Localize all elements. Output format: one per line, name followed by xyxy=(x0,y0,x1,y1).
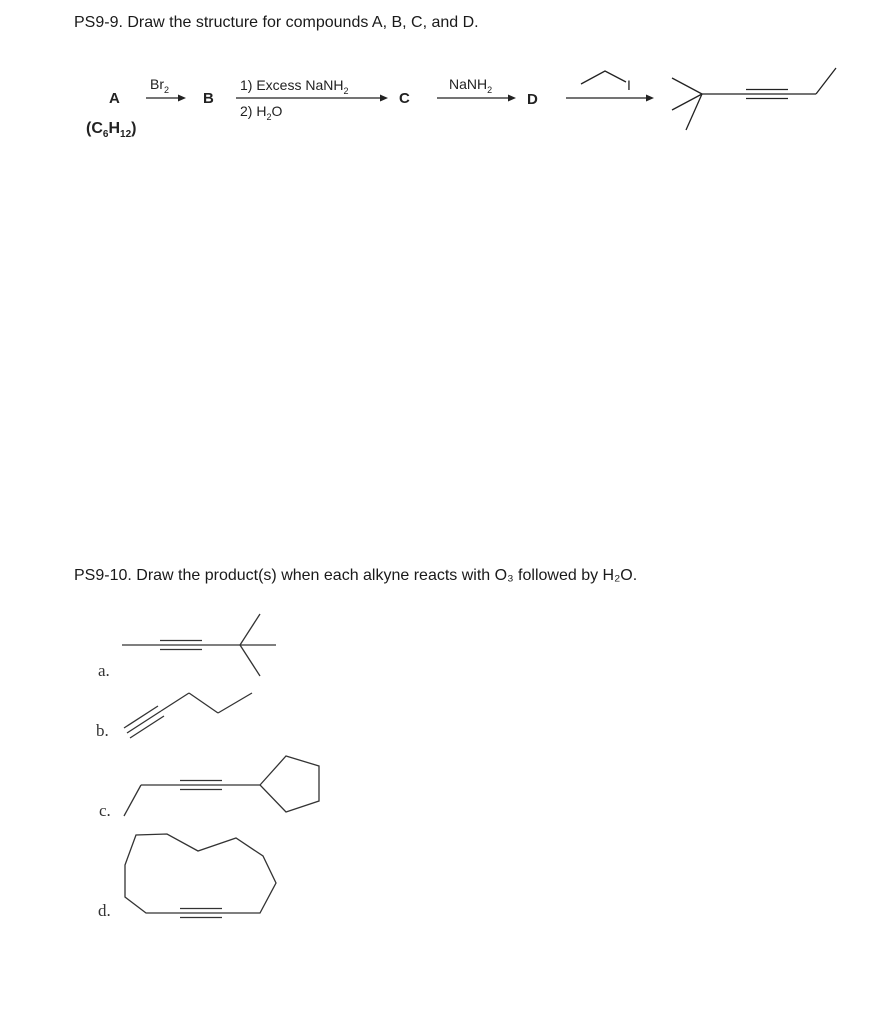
reagent-nanh2: NaNH$_2$ xyxy=(449,76,493,95)
question-ps9-9-title: PS9-9. Draw the structure for compounds A, B, C, and D. xyxy=(74,14,479,31)
alkyne-a-structure xyxy=(122,614,276,676)
compound-a-label: A xyxy=(109,90,120,107)
iodine-atom-label: I xyxy=(627,77,631,93)
reaction-arrow-3 xyxy=(437,95,516,102)
reagent-water: 2) $H_2O$ xyxy=(240,103,283,122)
reaction-arrow-1 xyxy=(146,95,186,102)
alkyne-d-ring-structure xyxy=(125,834,276,918)
alkyne-b-structure xyxy=(124,693,252,738)
final-product-alkyne-structure xyxy=(672,68,836,130)
compound-a-formula: $(C_6H_{12})$ xyxy=(86,120,137,140)
item-label-c: c. xyxy=(99,801,111,820)
item-label-d: d. xyxy=(98,901,111,920)
compound-b-label: B xyxy=(203,90,214,107)
compound-d-label: D xyxy=(527,91,538,108)
reaction-arrow-2 xyxy=(236,95,388,102)
reagent-excess-nanh2: 1) Excess NaNH$_2$ xyxy=(240,77,349,96)
question-ps9-10-title: PS9-10. Draw the product(s) when each alkyne reacts with O₃ followed by H₂O. xyxy=(74,567,638,584)
item-label-b: b. xyxy=(96,721,109,740)
reagent-bromine: $Br_2$ xyxy=(150,76,170,95)
alkyne-c-structure xyxy=(124,756,319,816)
item-label-a: a. xyxy=(98,661,110,680)
reaction-arrow-4 xyxy=(566,95,654,102)
compound-c-label: C xyxy=(399,90,410,107)
ethyl-iodide-structure xyxy=(581,71,631,93)
